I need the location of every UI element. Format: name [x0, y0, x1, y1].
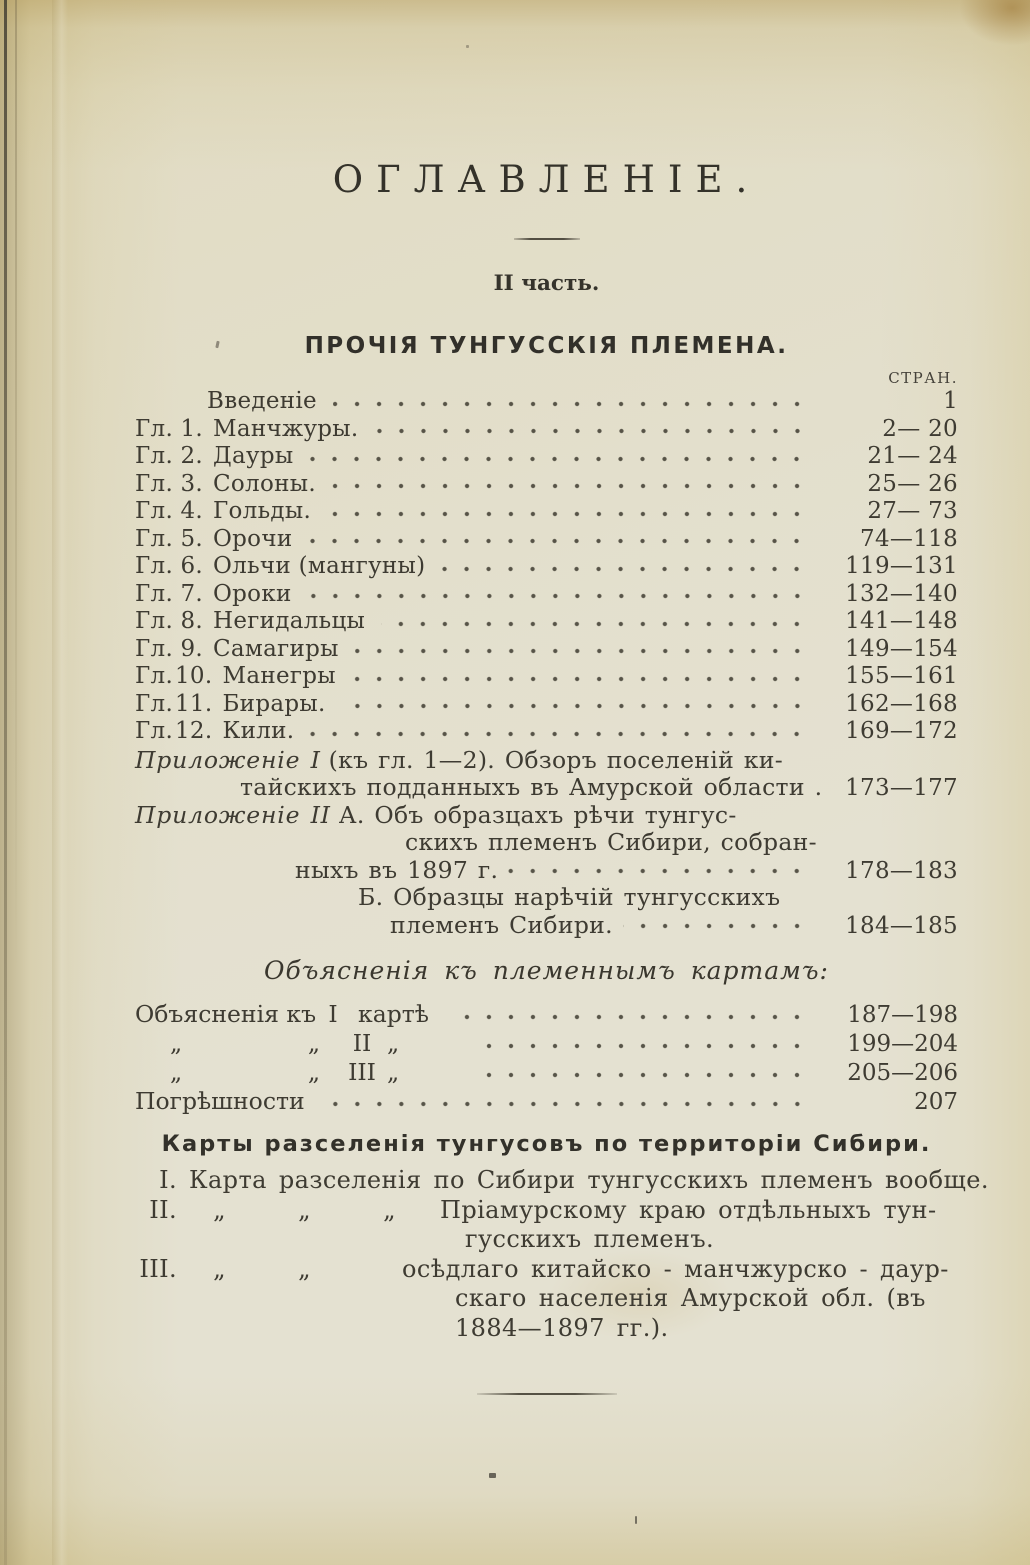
page-range: 205—206	[847, 1060, 958, 1086]
chapter-title: Дауры	[213, 443, 294, 469]
toc-row	[135, 471, 958, 499]
chapter-title: Кили.	[222, 718, 295, 744]
toc-row	[135, 443, 958, 471]
page-range: 141—148	[845, 608, 958, 634]
page-range: 132—140	[845, 580, 958, 607]
map-title-cont: скаго населенія Амурской обл. (въ	[455, 1284, 926, 1312]
page-range: 119—131	[845, 553, 958, 579]
chapter-number: 6.	[180, 553, 203, 579]
pages-column-header: СТРАН.	[888, 369, 958, 387]
map-numeral: I	[328, 1000, 338, 1028]
chapter-number: 2.	[180, 443, 203, 469]
chapter-prefix: Гл.	[135, 498, 174, 524]
dot-leader	[321, 1098, 816, 1110]
bottom-separator-rule	[477, 1393, 617, 1395]
page-range: 1	[943, 388, 958, 414]
map-numeral: II	[352, 1029, 372, 1057]
dot-leader	[327, 508, 816, 520]
chapter-number: 5.	[180, 525, 203, 552]
part-heading: II часть.	[493, 271, 600, 296]
chapter-prefix: Гл.	[135, 580, 174, 607]
toc-row	[135, 581, 958, 609]
appendix2b-text-cont: племенъ Сибири.	[390, 910, 613, 939]
chapter-title: Ольчи (мангуны)	[213, 553, 426, 579]
map-list-item	[135, 1196, 958, 1226]
chapter-prefix: Гл.	[135, 525, 174, 552]
appendix2-text-cont: скихъ племенъ Сибири, собран-	[405, 828, 817, 856]
ditto-mark: „	[383, 1195, 396, 1224]
appendix2-line1	[135, 801, 958, 829]
appendix1-line2	[135, 773, 958, 801]
chapter-number: 7.	[180, 580, 203, 607]
chapter-prefix: Гл.	[135, 553, 174, 579]
appendix1-text-cont: тайскихъ подданныхъ въ Амурской области .	[240, 773, 823, 801]
toc-row	[135, 608, 958, 636]
dot-leader	[342, 700, 816, 712]
appendix2b-text: Б. Образцы нарѣчій тунгусскихъ	[358, 883, 781, 911]
dot-leader	[508, 865, 816, 877]
page-range: 184—185	[845, 912, 958, 939]
explanation-row	[135, 1029, 958, 1058]
page-range: 207	[914, 1089, 958, 1115]
dot-leader	[623, 920, 816, 932]
map-number: II.	[149, 1195, 177, 1224]
chapter-title: Гольды.	[213, 498, 312, 524]
ditto-mark: „	[213, 1195, 226, 1224]
ditto-mark: „	[307, 1058, 320, 1086]
ditto-mark: „	[213, 1254, 226, 1283]
appendix2b-line1	[135, 883, 958, 911]
page-range: 149—154	[845, 635, 958, 662]
dot-leader	[482, 1069, 816, 1081]
ditto-marks	[135, 1058, 345, 1086]
toc-row	[135, 663, 958, 691]
map-number: I.	[159, 1166, 177, 1194]
map-numeral: III	[348, 1058, 376, 1086]
dot-leader	[441, 563, 816, 575]
chapter-title: Самагиры	[213, 635, 339, 662]
dot-leader	[309, 453, 816, 465]
ditto-mark: „	[298, 1195, 311, 1224]
chapter-prefix: Гл.	[135, 415, 174, 442]
dot-leader	[352, 673, 816, 685]
map-title-continuation	[135, 1225, 958, 1255]
appendix1-title: Приложеніе I	[135, 745, 321, 774]
page-range: 187—198	[847, 1002, 958, 1028]
errata-label: Погрѣшности	[135, 1087, 305, 1115]
title-separator-rule	[514, 238, 580, 240]
toc-row	[135, 526, 958, 554]
errata-row	[135, 1087, 958, 1116]
map-number: III.	[139, 1254, 177, 1283]
appendix2-title: Приложеніе II	[135, 800, 331, 829]
page-range: 21— 24	[867, 443, 958, 469]
page-range: 199—204	[847, 1031, 958, 1057]
entry-title: Введеніе	[207, 388, 317, 414]
chapter-number: 11.	[175, 690, 213, 717]
page-range: 178—183	[845, 857, 958, 884]
appendix2b-line2	[135, 911, 958, 939]
map-title: Карта разселенія по Сибири тунгусскихъ племенъ вообще.	[189, 1166, 989, 1194]
chapter-prefix: Гл.	[135, 718, 174, 744]
ditto-marks	[135, 1029, 345, 1057]
chapter-prefix: Гл.	[135, 443, 174, 469]
chapter-title: Манчжуры.	[213, 415, 359, 442]
appendix2-line2	[135, 828, 958, 856]
dot-leader	[381, 618, 816, 630]
chapter-number: 9.	[180, 635, 203, 662]
appendix2-line3	[135, 856, 958, 884]
chapter-title: Манегры	[222, 663, 336, 689]
maps-heading: Карты разселенія тунгусовъ по территоріи Сибири.	[161, 1131, 932, 1157]
maps-list	[135, 1166, 989, 1343]
dot-leader	[308, 590, 816, 602]
dot-leader	[355, 645, 816, 657]
chapter-number: 12.	[175, 718, 213, 744]
chapter-number: 8.	[180, 608, 203, 634]
chapter-prefix: Гл.	[135, 608, 174, 634]
map-title: осѣдлаго китайско - манчжурско - даур-	[402, 1254, 949, 1283]
page-range: 162—168	[845, 690, 958, 717]
ink-speck	[466, 45, 469, 48]
explanations-heading: Объясненія къ племеннымъ картамъ:	[264, 956, 829, 985]
chapter-number: 3.	[180, 470, 203, 497]
ditto-mark: „	[298, 1254, 311, 1283]
chapter-number: 4.	[180, 498, 203, 524]
chapter-title: Бирары.	[222, 690, 326, 717]
explanation-label: Объясненія къ	[135, 1000, 317, 1028]
dot-leader	[332, 480, 816, 492]
map-title-cont: 1884—1897 гг.).	[455, 1313, 669, 1342]
chapter-prefix: Гл.	[135, 690, 174, 717]
toc-row	[135, 416, 958, 444]
dot-leader	[482, 1040, 816, 1052]
dot-leader	[333, 398, 816, 410]
map-word: картѣ	[358, 1000, 429, 1028]
ink-speck	[635, 1516, 637, 1524]
dot-leader	[310, 728, 816, 740]
map-title: Пріамурскому краю отдѣльныхъ тун-	[440, 1195, 937, 1224]
appendix2-text-cont: ныхъ въ 1897 г.	[295, 855, 499, 884]
map-title-continuation	[135, 1314, 958, 1344]
page-range: 74—118	[860, 525, 958, 552]
chapter-title: Ороки	[213, 580, 292, 607]
chapter-title: Негидальцы	[213, 608, 366, 634]
ink-speck	[489, 1473, 496, 1478]
toc-row	[135, 553, 958, 581]
page-range: 155—161	[845, 663, 958, 689]
map-title-cont: гусскихъ племенъ.	[465, 1225, 715, 1253]
appendix1-text: (къ гл. 1—2). Обзоръ поселеній ки-	[328, 745, 784, 774]
dot-leader	[308, 535, 816, 547]
map-list-item	[135, 1255, 958, 1285]
toc-row	[135, 636, 958, 664]
toc-row	[135, 718, 958, 746]
chapter-number: 10.	[175, 663, 213, 689]
chapter-prefix: Гл.	[135, 635, 174, 662]
toc-row-intro	[135, 388, 958, 416]
chapter-title: Орочи	[213, 525, 293, 552]
appendix1-line1	[135, 746, 958, 774]
page-range: 27— 73	[867, 498, 958, 524]
page-content	[0, 160, 1030, 1395]
ditto-mark: „	[170, 1058, 183, 1086]
dot-leader	[375, 425, 816, 437]
page-range: 169—172	[845, 718, 958, 744]
chapter-prefix: Гл.	[135, 663, 174, 689]
contents-title: ОГЛАВЛЕНІЕ.	[332, 158, 761, 201]
ditto-mark: „	[387, 1029, 400, 1057]
map-list-item	[135, 1166, 989, 1196]
chapter-number: 1.	[180, 415, 203, 442]
ditto-mark: „	[387, 1058, 400, 1086]
page-range: 173—177	[845, 775, 958, 801]
dot-leader	[453, 1011, 816, 1023]
explanations-list	[135, 1000, 958, 1116]
page-range: 25— 26	[867, 470, 958, 497]
explanation-row	[135, 1058, 958, 1087]
chapter-title: Солоны.	[213, 470, 316, 497]
appendix2-text: А. Объ образцахъ рѣчи тунгус-	[338, 800, 737, 829]
ditto-mark: „	[170, 1029, 183, 1057]
page-range: 2— 20	[882, 415, 958, 442]
toc-row	[135, 691, 958, 719]
table-of-contents	[135, 388, 958, 746]
explanation-row	[135, 1000, 958, 1029]
chapter-prefix: Гл.	[135, 470, 174, 497]
section-heading: ПРОЧІЯ ТУНГУССКІЯ ПЛЕМЕНА.	[304, 333, 789, 359]
ditto-mark: „	[307, 1029, 320, 1057]
appendix-section	[135, 746, 958, 939]
toc-row	[135, 498, 958, 526]
map-title-continuation	[135, 1284, 958, 1314]
